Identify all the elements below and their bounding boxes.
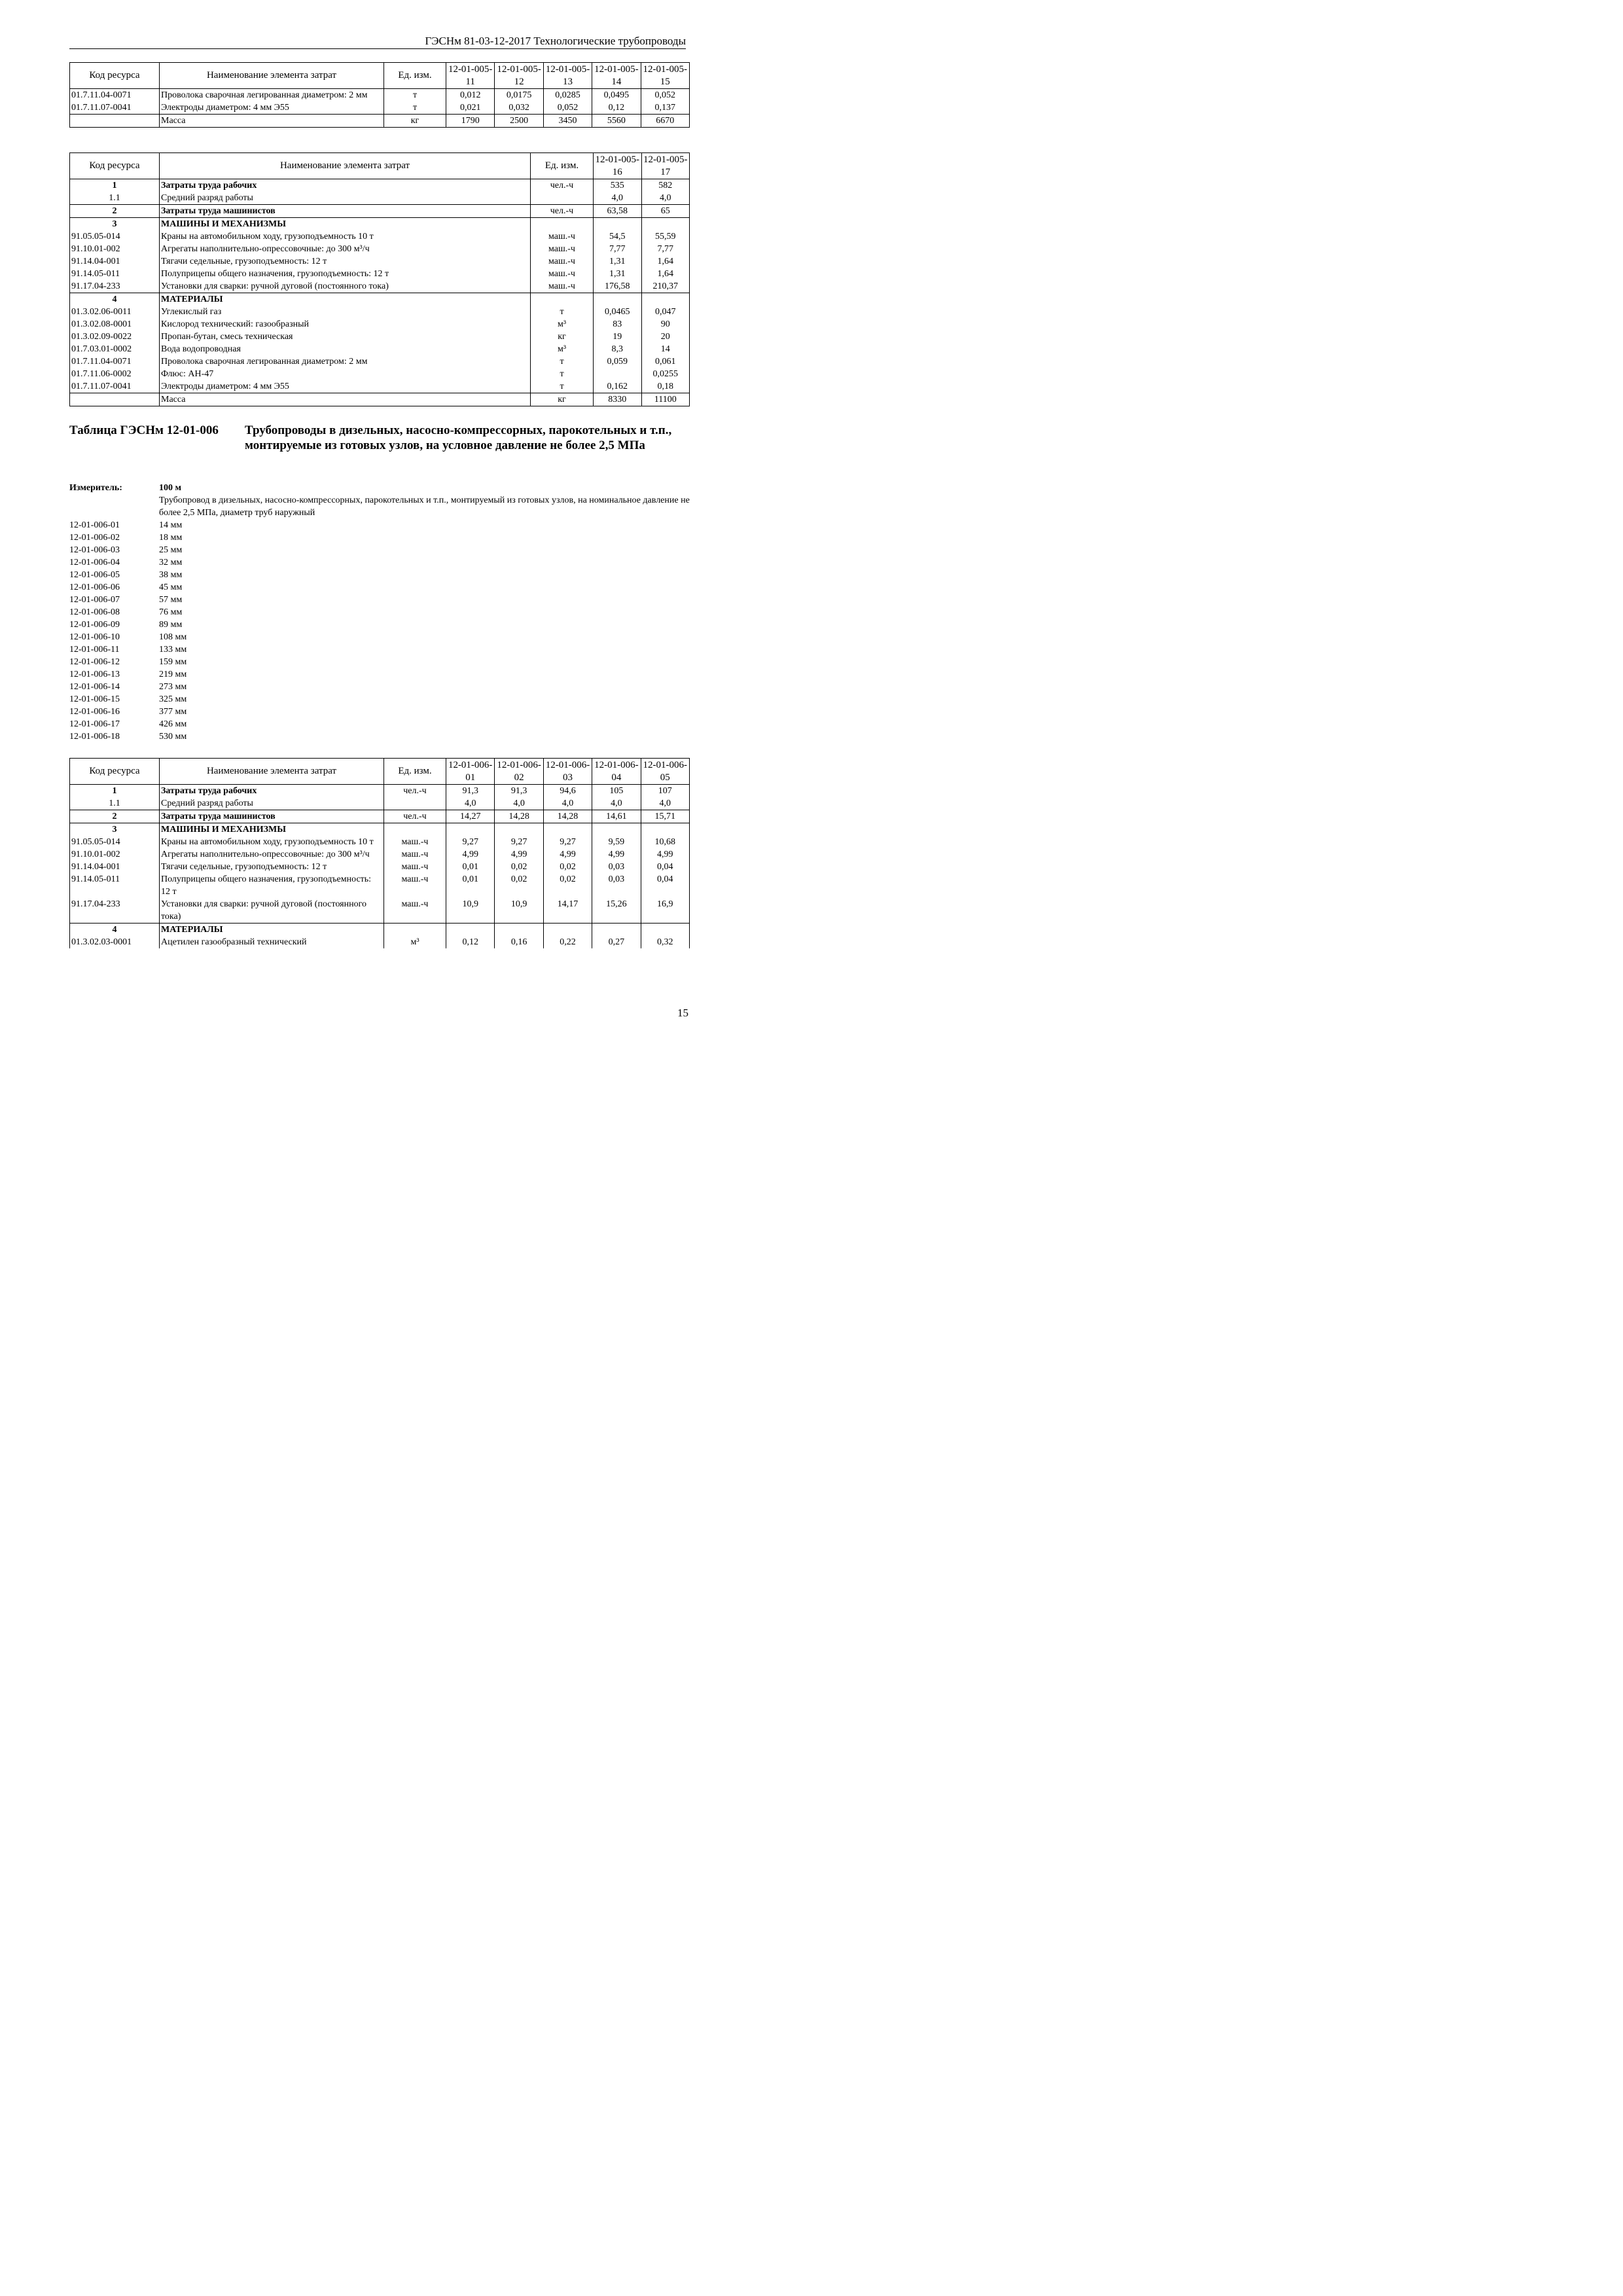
cell-val: 14,17	[543, 898, 592, 924]
cell-code: 91.14.04-001	[70, 255, 160, 268]
cell-name: Ацетилен газообразный технический	[160, 936, 384, 948]
item-diameter: 325 мм	[159, 694, 187, 704]
cell-name: Кислород технический: газообразный	[160, 318, 531, 331]
cell-name: Углекислый газ	[160, 306, 531, 318]
col-header: 12-01-005-16	[594, 153, 642, 179]
table-title: Трубопроводы в дизельных, насосно-компрессорных, парокотельных и т.п., монтируемые из готовых узлов, на условное давление не более 2,5 МПа	[245, 423, 672, 452]
cell-name: Затраты труда машинистов	[160, 205, 531, 218]
item-code: 12-01-006-11	[69, 645, 120, 655]
cell-val: 11100	[641, 393, 690, 406]
list-item	[69, 544, 690, 556]
table-row	[70, 368, 690, 380]
cell-name: Установки для сварки: ручной дуговой (постоянного тока)	[160, 898, 384, 924]
cell-val: 4,0	[446, 797, 495, 810]
cell-val: 4,99	[592, 848, 641, 861]
cell-val: 8,3	[594, 343, 642, 355]
item-code: 12-01-006-14	[69, 682, 120, 692]
cell-name: МАТЕРИАЛЫ	[160, 293, 531, 306]
item-code: 12-01-006-10	[69, 632, 120, 642]
cell-name: МАШИНЫ И МЕХАНИЗМЫ	[160, 218, 531, 231]
cell-code: 1.1	[70, 797, 160, 810]
cell-val	[594, 293, 642, 306]
col-header: 12-01-005-13	[543, 63, 592, 89]
measure-label: Измеритель:	[69, 483, 122, 493]
cell-val: 0,02	[543, 861, 592, 873]
cell-code: 01.3.02.03-0001	[70, 936, 160, 948]
cell-val: 55,59	[641, 230, 690, 243]
cell-val: 20	[641, 331, 690, 343]
table-row	[70, 380, 690, 393]
cell-val: 176,58	[594, 280, 642, 293]
cell-unit: маш.-ч	[531, 230, 594, 243]
col-header-unit: Ед. изм.	[531, 153, 594, 179]
cell-unit: маш.-ч	[384, 898, 446, 924]
item-diameter: 38 мм	[159, 570, 183, 580]
cell-val: 4,0	[641, 192, 690, 205]
cell-unit: м³	[531, 318, 594, 331]
cell-val: 14,28	[495, 810, 543, 823]
table-row	[70, 280, 690, 293]
col-header: 12-01-006-04	[592, 759, 641, 785]
cell-val: 0,16	[495, 936, 543, 948]
table-row	[70, 343, 690, 355]
list-item	[69, 631, 690, 643]
cell-code: 91.17.04-233	[70, 280, 160, 293]
cell-code: 1	[70, 785, 160, 798]
col-header: 12-01-006-01	[446, 759, 495, 785]
list-item	[69, 556, 690, 569]
cell-name: МАТЕРИАЛЫ	[160, 924, 384, 937]
cell-unit: маш.-ч	[531, 243, 594, 255]
cell-val: 65	[641, 205, 690, 218]
list-item	[69, 619, 690, 631]
col-header: 12-01-006-05	[641, 759, 689, 785]
cell-val: 0,02	[543, 873, 592, 898]
cell-val: 91,3	[446, 785, 495, 798]
item-code: 12-01-006-09	[69, 620, 120, 630]
list-item	[69, 668, 690, 681]
cell-unit: кг	[531, 331, 594, 343]
cell-val	[495, 823, 543, 836]
table-row	[70, 785, 690, 798]
item-diameter: 18 мм	[159, 533, 183, 543]
cell-val	[495, 924, 543, 937]
cell-code: 01.7.11.04-0071	[70, 355, 160, 368]
cell-val: 1,64	[641, 255, 690, 268]
cell-unit	[531, 293, 594, 306]
item-diameter: 108 мм	[159, 632, 187, 642]
col-header-name: Наименование элемента затрат	[160, 759, 384, 785]
cell-code: 1.1	[70, 192, 160, 205]
cell-val	[594, 218, 642, 231]
measure-description: Трубопровод в дизельных, насосно-компрессорных, парокотельных и т.п., монтируемый из готовых узлов, на номинальное давление не более 2,5 МПа, диаметр труб наружный	[159, 495, 690, 518]
cell-unit: чел.-ч	[531, 205, 594, 218]
table-row	[70, 873, 690, 898]
cell-val: 9,27	[543, 836, 592, 848]
cell-val: 8330	[594, 393, 642, 406]
cell-unit: маш.-ч	[531, 280, 594, 293]
table-row	[70, 306, 690, 318]
cell-val: 0,047	[641, 306, 690, 318]
list-item	[69, 581, 690, 594]
cell-unit: т	[531, 355, 594, 368]
cell-code: 91.14.05-011	[70, 873, 160, 898]
cell-code: 91.10.01-002	[70, 243, 160, 255]
list-item	[69, 531, 690, 544]
item-code: 12-01-006-05	[69, 570, 120, 580]
item-diameter: 159 мм	[159, 657, 187, 667]
cell-val: 0,18	[641, 380, 690, 393]
cell-code: 91.17.04-233	[70, 898, 160, 924]
list-item	[69, 606, 690, 619]
col-header-name: Наименование элемента затрат	[160, 153, 531, 179]
cell-unit: маш.-ч	[384, 873, 446, 898]
cell-name: Тягачи седельные, грузоподъемность: 12 т	[160, 255, 531, 268]
cell-val	[543, 823, 592, 836]
table-row	[70, 218, 690, 231]
item-code: 12-01-006-03	[69, 545, 120, 555]
cell-val: 9,27	[446, 836, 495, 848]
cell-val: 10,68	[641, 836, 689, 848]
cell-val: 0,01	[446, 861, 495, 873]
cell-val: 14,61	[592, 810, 641, 823]
col-header: 12-01-005-15	[641, 63, 689, 89]
cell-unit	[384, 797, 446, 810]
cell-val	[641, 218, 690, 231]
cell-code: 01.7.03.01-0002	[70, 343, 160, 355]
cell-val	[543, 924, 592, 937]
cell-val: 0,061	[641, 355, 690, 368]
cell-name: Агрегаты наполнительно-опрессовочные: до 300 м³/ч	[160, 848, 384, 861]
cell-name: Флюс: АН-47	[160, 368, 531, 380]
page-number: 15	[677, 1007, 688, 1019]
cell-code: 91.14.05-011	[70, 268, 160, 280]
cell-val: 4,99	[641, 848, 689, 861]
table-row	[70, 318, 690, 331]
cell-val	[641, 924, 689, 937]
cell-name: МАШИНЫ И МЕХАНИЗМЫ	[160, 823, 384, 836]
cell-unit	[384, 924, 446, 937]
cell-val: 0,04	[641, 873, 689, 898]
cell-val: 83	[594, 318, 642, 331]
item-diameter: 426 мм	[159, 719, 187, 729]
list-item	[69, 693, 690, 706]
item-code: 12-01-006-07	[69, 595, 120, 605]
cell-val: 54,5	[594, 230, 642, 243]
col-header: 12-01-005-17	[641, 153, 690, 179]
table-row	[70, 243, 690, 255]
cell-unit: т	[531, 368, 594, 380]
cell-val: 210,37	[641, 280, 690, 293]
cell-val: 4,0	[641, 797, 689, 810]
cell-val: 0,22	[543, 936, 592, 948]
cell-unit: чел.-ч	[531, 179, 594, 192]
table-row: 01.7.11.07-0041 Электроды диаметром: 4 мм Э55 т 0,021 0,032 0,052 0,12 0,137	[70, 101, 690, 115]
cell-name: Проволока сварочная легированная диаметром: 2 мм	[160, 355, 531, 368]
cell-name: Полуприцепы общего назначения, грузоподъемность: 12 т	[160, 873, 384, 898]
table-row	[70, 836, 690, 848]
cell-unit: м³	[384, 936, 446, 948]
table-row: Масса кг 1790 2500 3450 5560 6670	[70, 115, 690, 128]
item-diameter: 219 мм	[159, 670, 187, 679]
table-row	[70, 810, 690, 823]
table-row	[70, 848, 690, 861]
cell-val: 1,64	[641, 268, 690, 280]
col-header-unit: Ед. изм.	[384, 759, 446, 785]
cell-val: 94,6	[543, 785, 592, 798]
cell-unit: кг	[531, 393, 594, 406]
item-code: 12-01-006-18	[69, 732, 120, 742]
cell-val: 535	[594, 179, 642, 192]
cell-unit: т	[531, 380, 594, 393]
list-item	[69, 519, 690, 531]
cell-val: 4,0	[594, 192, 642, 205]
cell-code: 2	[70, 810, 160, 823]
item-diameter: 25 мм	[159, 545, 183, 555]
table-row	[70, 331, 690, 343]
cell-unit	[531, 192, 594, 205]
cell-val: 4,0	[543, 797, 592, 810]
cell-val: 0,02	[495, 861, 543, 873]
list-item	[69, 594, 690, 606]
cell-name: Затраты труда рабочих	[160, 179, 531, 192]
item-code: 12-01-006-04	[69, 558, 120, 567]
cell-val	[592, 924, 641, 937]
item-diameter: 273 мм	[159, 682, 187, 692]
item-diameter: 14 мм	[159, 520, 183, 530]
col-header-code: Код ресурса	[70, 153, 160, 179]
item-code: 12-01-006-13	[69, 670, 120, 679]
cell-unit: чел.-ч	[384, 810, 446, 823]
cell-code: 4	[70, 293, 160, 306]
cell-code: 91.05.05-014	[70, 836, 160, 848]
cell-val: 0,0255	[641, 368, 690, 380]
cell-code: 4	[70, 924, 160, 937]
cell-val: 0,059	[594, 355, 642, 368]
cell-unit: чел.-ч	[384, 785, 446, 798]
cell-val: 582	[641, 179, 690, 192]
cell-val: 10,9	[495, 898, 543, 924]
list-item	[69, 681, 690, 693]
cell-val: 63,58	[594, 205, 642, 218]
table-row	[70, 861, 690, 873]
cell-val: 19	[594, 331, 642, 343]
cell-val: 14	[641, 343, 690, 355]
table-006	[69, 758, 690, 948]
cell-code	[70, 393, 160, 406]
cell-val: 0,03	[592, 873, 641, 898]
list-item	[69, 706, 690, 718]
cell-val: 9,27	[495, 836, 543, 848]
cell-code: 91.10.01-002	[70, 848, 160, 861]
table-005-cont-1	[69, 62, 690, 128]
item-diameter: 76 мм	[159, 607, 183, 617]
list-item	[69, 643, 690, 656]
item-code: 12-01-006-01	[69, 520, 120, 530]
measure-unit: 100 м	[159, 483, 182, 493]
table-number: Таблица ГЭСНм 12-01-006	[69, 423, 219, 437]
col-header: 12-01-005-12	[495, 63, 543, 89]
cell-unit: м³	[531, 343, 594, 355]
cell-unit: маш.-ч	[531, 255, 594, 268]
cell-code: 2	[70, 205, 160, 218]
cell-name: Средний разряд работы	[160, 192, 531, 205]
cell-code: 01.3.02.06-0011	[70, 306, 160, 318]
cell-val: 0,02	[495, 873, 543, 898]
cell-unit: т	[531, 306, 594, 318]
table-row	[70, 205, 690, 218]
cell-unit	[531, 218, 594, 231]
cell-val	[641, 293, 690, 306]
item-code: 12-01-006-02	[69, 533, 120, 543]
cell-val: 0,162	[594, 380, 642, 393]
cell-code: 91.14.04-001	[70, 861, 160, 873]
cell-unit: маш.-ч	[531, 268, 594, 280]
cell-name: Затраты труда машинистов	[160, 810, 384, 823]
table-row	[70, 898, 690, 924]
cell-name: Затраты труда рабочих	[160, 785, 384, 798]
item-diameter: 45 мм	[159, 583, 183, 592]
cell-val: 4,99	[446, 848, 495, 861]
col-header-unit: Ед. изм.	[384, 63, 446, 89]
list-item	[69, 656, 690, 668]
cell-unit: маш.-ч	[384, 836, 446, 848]
item-code: 12-01-006-08	[69, 607, 120, 617]
item-code: 12-01-006-16	[69, 707, 120, 717]
cell-val: 7,77	[594, 243, 642, 255]
item-code: 12-01-006-15	[69, 694, 120, 704]
cell-val: 1,31	[594, 268, 642, 280]
table-row	[70, 255, 690, 268]
table-row	[70, 293, 690, 306]
cell-code: 01.7.11.06-0002	[70, 368, 160, 380]
cell-val: 91,3	[495, 785, 543, 798]
col-header-name: Наименование элемента затрат	[160, 63, 384, 89]
table-row	[70, 355, 690, 368]
cell-val: 0,04	[641, 861, 689, 873]
table-row	[70, 230, 690, 243]
cell-val: 0,03	[592, 861, 641, 873]
item-diameter: 89 мм	[159, 620, 183, 630]
cell-name: Пропан-бутан, смесь техническая	[160, 331, 531, 343]
cell-val: 15,71	[641, 810, 689, 823]
table-row	[70, 924, 690, 937]
cell-val: 14,27	[446, 810, 495, 823]
cell-val	[641, 823, 689, 836]
cell-val: 4,0	[495, 797, 543, 810]
cell-name: Масса	[160, 393, 531, 406]
running-header: ГЭСНм 81-03-12-2017 Технологические трубопроводы	[69, 34, 686, 49]
cell-val: 90	[641, 318, 690, 331]
col-header: 12-01-005-11	[446, 63, 495, 89]
item-diameter: 133 мм	[159, 645, 187, 655]
table-row	[70, 268, 690, 280]
cell-code: 3	[70, 218, 160, 231]
table-row	[70, 393, 690, 406]
cell-name: Вода водопроводная	[160, 343, 531, 355]
cell-val: 0,27	[592, 936, 641, 948]
col-header: 12-01-006-03	[543, 759, 592, 785]
cell-name: Агрегаты наполнительно-опрессовочные: до 300 м³/ч	[160, 243, 531, 255]
cell-code: 3	[70, 823, 160, 836]
cell-val: 15,26	[592, 898, 641, 924]
cell-val: 4,99	[543, 848, 592, 861]
table-row	[70, 192, 690, 205]
cell-val: 7,77	[641, 243, 690, 255]
table-row	[70, 823, 690, 836]
cell-unit	[384, 823, 446, 836]
cell-name: Установки для сварки: ручной дуговой (постоянного тока)	[160, 280, 531, 293]
cell-unit: маш.-ч	[384, 848, 446, 861]
col-header-code: Код ресурса	[70, 759, 160, 785]
cell-val	[592, 823, 641, 836]
item-diameter: 530 мм	[159, 732, 187, 742]
cell-name: Средний разряд работы	[160, 797, 384, 810]
item-diameter: 57 мм	[159, 595, 183, 605]
cell-val: 0,32	[641, 936, 689, 948]
cell-code: 01.3.02.09-0022	[70, 331, 160, 343]
cell-code: 1	[70, 179, 160, 192]
cell-name: Тягачи седельные, грузоподъемность: 12 т	[160, 861, 384, 873]
cell-name: Полуприцепы общего назначения, грузоподъемность: 12 т	[160, 268, 531, 280]
cell-name: Краны на автомобильном ходу, грузоподъемность 10 т	[160, 836, 384, 848]
cell-val: 0,0465	[594, 306, 642, 318]
measure-block	[69, 482, 690, 743]
table-row	[70, 936, 690, 948]
cell-code: 91.05.05-014	[70, 230, 160, 243]
cell-val: 4,99	[495, 848, 543, 861]
item-code: 12-01-006-12	[69, 657, 120, 667]
list-item	[69, 569, 690, 581]
cell-val: 0,12	[446, 936, 495, 948]
cell-val: 1,31	[594, 255, 642, 268]
cell-val: 16,9	[641, 898, 689, 924]
cell-code: 01.3.02.08-0001	[70, 318, 160, 331]
cell-val	[594, 368, 642, 380]
list-item	[69, 718, 690, 730]
cell-val: 0,01	[446, 873, 495, 898]
cell-val: 107	[641, 785, 689, 798]
item-code: 12-01-006-06	[69, 583, 120, 592]
item-code: 12-01-006-17	[69, 719, 120, 729]
table-row: 01.7.11.04-0071 Проволока сварочная легированная диаметром: 2 мм т 0,012 0,0175 0,0285 0,0495 0,052	[70, 89, 690, 102]
table-005-cont-2	[69, 152, 690, 406]
cell-val: 10,9	[446, 898, 495, 924]
col-header-code: Код ресурса	[70, 63, 160, 89]
table-row	[70, 797, 690, 810]
item-diameter: 32 мм	[159, 558, 183, 567]
col-header: 12-01-005-14	[592, 63, 641, 89]
cell-code: 01.7.11.07-0041	[70, 380, 160, 393]
cell-name: Электроды диаметром: 4 мм Э55	[160, 380, 531, 393]
list-item	[69, 730, 690, 743]
cell-val: 14,28	[543, 810, 592, 823]
table-row	[70, 179, 690, 192]
item-diameter: 377 мм	[159, 707, 187, 717]
cell-unit: маш.-ч	[384, 861, 446, 873]
cell-name: Краны на автомобильном ходу, грузоподъемность 10 т	[160, 230, 531, 243]
cell-val	[446, 823, 495, 836]
cell-val	[446, 924, 495, 937]
cell-val: 105	[592, 785, 641, 798]
cell-val: 4,0	[592, 797, 641, 810]
cell-val: 9,59	[592, 836, 641, 848]
col-header: 12-01-006-02	[495, 759, 543, 785]
